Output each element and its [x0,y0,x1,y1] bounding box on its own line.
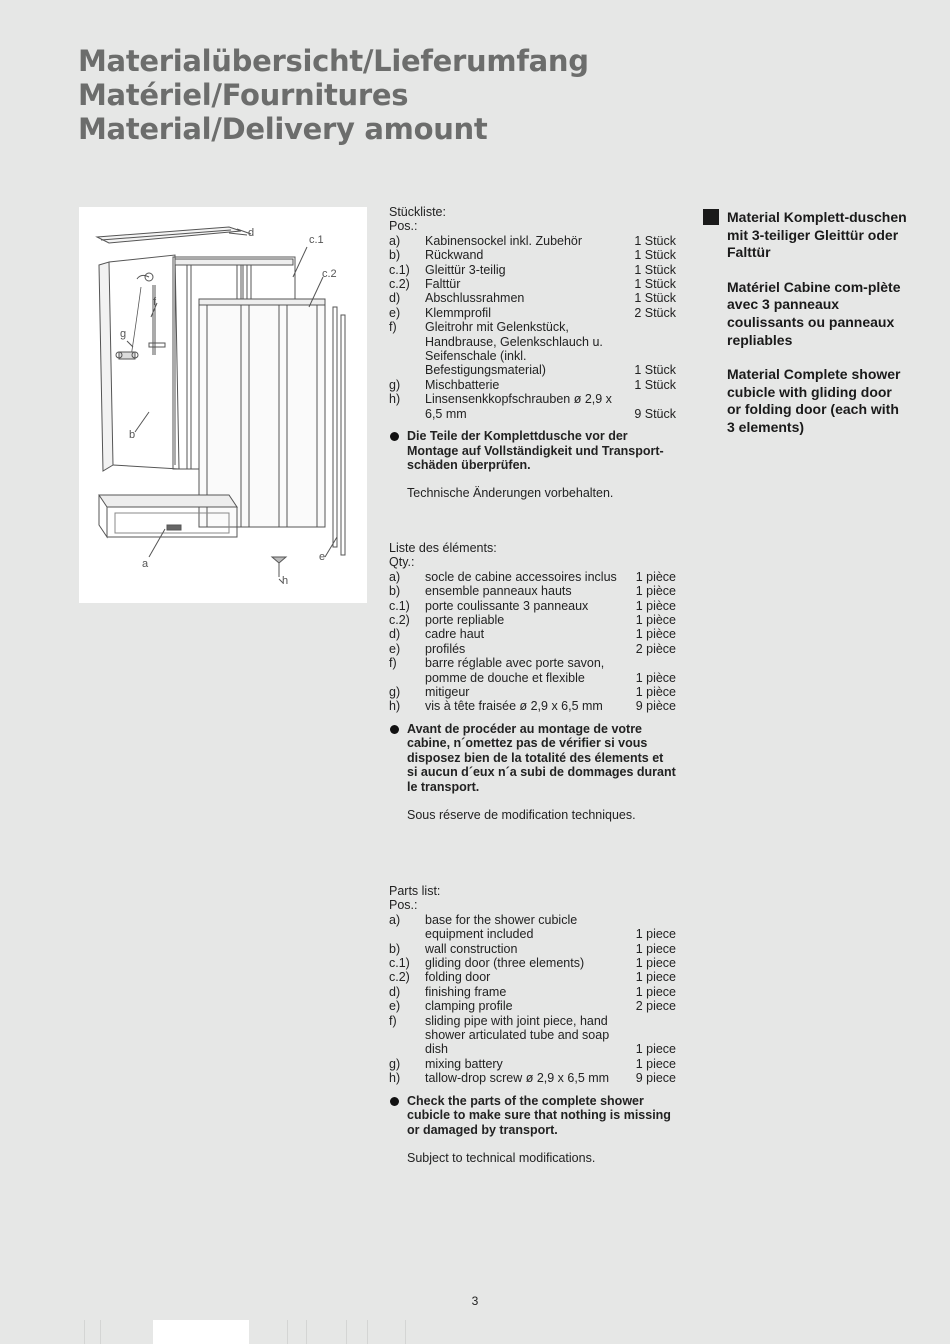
list-item [389,234,689,248]
item-pos: b) [389,248,401,263]
title-french: Matériel/Fournitures [78,78,409,112]
item-desc: finishing frame [425,984,507,999]
footer-strip [0,1320,950,1344]
item-desc: sliding pipe with joint piece, hand shower articulated tube and soap dish [425,1013,610,1057]
note-text: Avant de procéder au montage de votre cabine, n´omettez pas de vérifier si vous disposez bien de la totalité des élements et si aucun d´eux n´a subi de dommages durant le transport. [407,721,676,794]
item-qty: 1 pièce [635,670,676,685]
disclaimer: Sous réserve de modification techniques. [407,807,636,822]
item-qty: 1 piece [635,941,676,956]
item-pos: c.2) [389,277,410,292]
item-desc: Gleitrohr mit Gelenkstück, Handbrause, Gelenkschlauch u. Seifenschale (inkl. Befestigungsmaterial) [425,320,603,378]
label-f: f [153,296,157,308]
item-pos: f) [389,1013,397,1028]
list-item [389,613,689,627]
item-pos: e) [389,641,401,656]
list-item [389,942,689,956]
inspection-note [389,1094,677,1137]
item-pos: c.1) [389,956,410,971]
list-item [389,306,689,320]
title-english: Material/Delivery amount [78,112,488,146]
item-desc: tallow-drop screw ø 2,9 x 6,5 mm [425,1071,610,1086]
footer-tab [153,1320,249,1344]
inspection-note [389,722,677,794]
label-g: g [120,328,127,340]
item-pos: g) [389,377,401,392]
list-item [389,970,689,984]
list-item [389,248,689,262]
item-pos: c.2) [389,613,410,628]
item-pos: a) [389,569,401,584]
exploded-view-figure [79,207,367,603]
note-text: Die Teile der Komplettdusche vor der Montage auf Vollständigkeit und Transport-schäden überprüfen. [407,429,664,472]
list-item [389,913,689,942]
section-title: Stückliste: [389,205,446,219]
item-qty: 1 piece [635,927,676,942]
label-d: d [248,227,255,239]
label-c1: c.1 [309,234,324,246]
item-desc: Linsensenkkopfschrauben ø 2,9 x 6,5 mm [425,392,612,421]
item-qty: 1 pièce [635,569,676,584]
item-qty: 1 piece [635,956,676,971]
bullet-icon [390,725,399,734]
section-subtitle: Pos.: [389,898,418,913]
list-item [389,656,689,685]
footer-divider [405,1320,406,1344]
label-a: a [142,558,149,570]
list-item [389,277,689,291]
list-item [389,378,689,392]
note-text: Check the parts of the complete shower cubicle to make sure that nothing is missing or damaged by transport. [407,1093,671,1137]
list-item [389,985,689,999]
item-pos: d) [389,291,401,306]
item-qty: 1 pièce [635,685,676,700]
list-item [389,1071,689,1085]
item-pos: f) [389,656,397,671]
item-pos: h) [389,699,401,714]
page-number: 3 [471,1294,479,1308]
item-qty: 1 pièce [635,613,676,628]
item-qty: 1 Stück [634,377,676,392]
disclaimer: Technische Änderungen vorbehalten. [407,486,614,501]
item-qty: 1 Stück [634,262,676,277]
item-desc: clamping profile [425,999,513,1014]
item-desc: porte repliable [425,613,505,628]
list-item [389,584,689,598]
item-desc: Mischbatterie [425,377,500,392]
item-desc: Kabinensockel inkl. Zubehör [425,233,583,248]
item-desc: cadre haut [425,627,485,642]
item-qty: 1 Stück [634,248,676,263]
list-item [389,956,689,970]
german-parts-section [389,205,689,501]
item-pos: d) [389,627,401,642]
sidebar-heading-french: Matériel Cabine com-plète avec 3 panneaux coulissants ou panneaux repliables [727,278,901,348]
parts-list [389,570,689,714]
section-subtitle: Qty.: [389,555,415,570]
item-pos: c.1) [389,598,410,613]
bullet-icon [390,1097,399,1106]
item-desc: wall construction [425,941,518,956]
item-desc: Klemmprofil [425,305,491,320]
list-item [389,599,689,613]
item-desc: mitigeur [425,685,470,700]
item-desc: gliding door (three elements) [425,956,585,971]
footer-divider [287,1320,288,1344]
item-qty: 1 Stück [634,233,676,248]
label-b: b [129,429,136,441]
footer-divider [100,1320,101,1344]
list-item [389,1014,689,1057]
list-item [389,627,689,641]
item-pos: e) [389,999,401,1014]
item-desc: Rückwand [425,248,484,263]
item-desc: Falttür [425,277,461,292]
item-qty: 2 pièce [635,641,676,656]
item-pos: b) [389,941,401,956]
sidebar-heading-german: Material Komplett-duschen mit 3-teiliger Gleittür oder Falttür [727,209,907,261]
item-pos: g) [389,1056,401,1071]
label-h: h [282,575,289,587]
item-pos: a) [389,912,401,927]
parts-list [389,234,689,421]
black-square-icon [703,209,719,225]
item-qty: 1 Stück [634,277,676,292]
item-pos: b) [389,584,401,599]
item-desc: folding door [425,970,491,985]
footer-divider [84,1320,85,1344]
parts-list [389,913,689,1086]
item-qty: 1 piece [635,1056,676,1071]
item-pos: h) [389,1071,401,1086]
item-qty: 1 pièce [635,584,676,599]
item-desc: Gleittür 3-teilig [425,262,506,277]
item-qty: 1 piece [635,970,676,985]
english-parts-section [389,884,689,1165]
list-item [389,392,689,421]
item-pos: e) [389,305,401,320]
inspection-note [389,429,677,472]
item-pos: g) [389,685,401,700]
french-parts-section [389,541,689,822]
footer-divider [346,1320,347,1344]
item-qty: 1 pièce [635,598,676,613]
sidebar-heading-english: Material Complete shower cubicle with gliding door or folding door (each with 3 elements) [727,366,901,435]
item-qty: 2 piece [635,999,676,1014]
item-pos: f) [389,320,397,335]
item-desc: base for the shower cubicle equipment included [425,912,578,942]
section-title: Parts list: [389,884,441,898]
list-item [389,699,689,713]
item-pos: h) [389,392,401,407]
label-e: e [319,551,326,563]
disclaimer: Subject to technical modifications. [407,1150,596,1165]
item-desc: porte coulissante 3 panneaux [425,598,589,613]
item-qty: 9 piece [635,1071,676,1086]
section-title: Liste des éléments: [389,541,497,555]
item-desc: profilés [425,641,466,656]
item-qty: 9 Stück [634,406,676,421]
item-qty: 2 Stück [634,305,676,320]
list-item [389,685,689,699]
title-german: Materialübersicht/Lieferumfang [78,44,589,78]
item-pos: c.1) [389,262,410,277]
item-qty: 1 pièce [635,627,676,642]
item-desc: barre réglable avec porte savon, pomme de douche et flexible [425,656,605,685]
item-pos: d) [389,984,401,999]
item-desc: vis à tête fraisée ø 2,9 x 6,5 mm [425,699,603,714]
item-desc: ensemble panneaux hauts [425,584,572,599]
list-item [389,291,689,305]
item-pos: a) [389,233,401,248]
list-item [389,999,689,1013]
shower-cubicle-drawing [79,207,367,603]
item-qty: 9 pièce [635,699,676,714]
list-item [389,320,689,378]
sidebar-summary [703,209,908,454]
item-qty: 1 piece [635,1042,676,1057]
item-pos: c.2) [389,970,410,985]
list-item [389,642,689,656]
page-title [78,44,589,146]
item-desc: mixing battery [425,1056,503,1071]
list-item [389,263,689,277]
section-subtitle: Pos.: [389,219,418,234]
footer-divider [306,1320,307,1344]
item-qty: 1 Stück [634,363,676,378]
bullet-icon [390,432,399,441]
footer-divider [367,1320,368,1344]
label-c2: c.2 [322,268,337,280]
list-item [389,570,689,584]
item-desc: socle de cabine accessoires inclus [425,569,617,584]
item-qty: 1 piece [635,984,676,999]
item-desc: Abschlussrahmen [425,291,525,306]
list-item [389,1057,689,1071]
item-qty: 1 Stück [634,291,676,306]
